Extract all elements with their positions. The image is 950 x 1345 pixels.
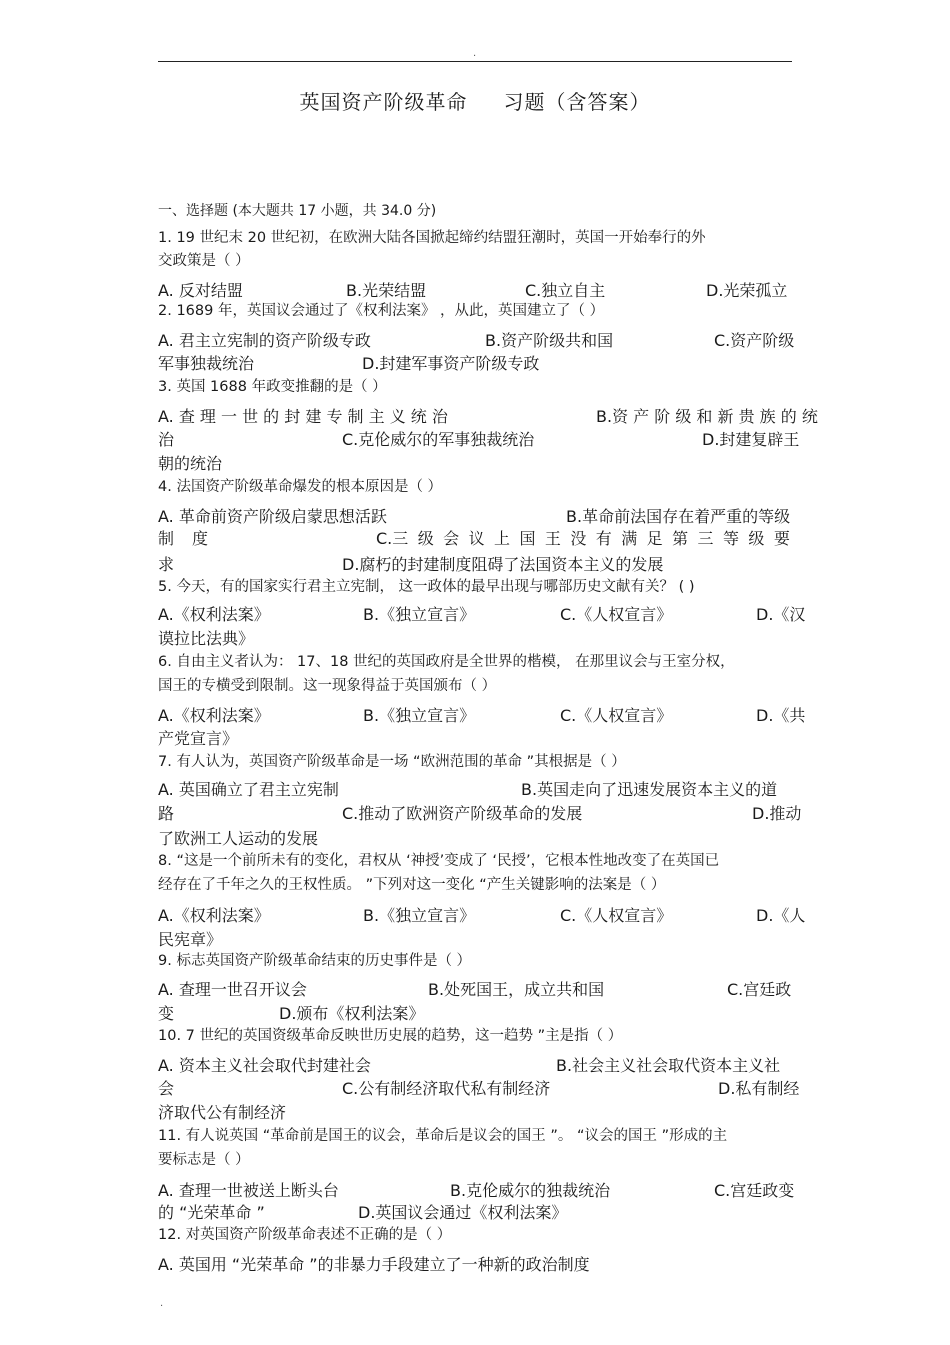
q4-option-c bbox=[376, 526, 790, 549]
q8-stem-line1: 8. “这是一个前所未有的变化，君权从 ‘神授’变成了 ‘民授’，它根本性地改变了在英国已 bbox=[158, 853, 720, 869]
q9-option-a: A. 查理一世召开议会 bbox=[158, 980, 307, 999]
q7-option-b: B.英国走向了迅速发展资本主义的道 bbox=[521, 780, 778, 799]
q5-option-d-continued: 谟拉比法典》 bbox=[158, 629, 255, 648]
q4-c-char: 没 bbox=[570, 529, 587, 548]
q4-c-char: 国 bbox=[519, 529, 536, 548]
q4-c-char: 上 bbox=[494, 529, 511, 548]
q2-option-c: C.资产阶级 bbox=[714, 331, 795, 350]
q4-cont-char: 制 bbox=[158, 529, 175, 548]
q4-option-b-continued bbox=[158, 526, 208, 549]
q4-c-char: 级 bbox=[748, 529, 765, 548]
q10-option-b: B.社会主义社会取代资本主义社 bbox=[556, 1056, 781, 1075]
q4-option-b: B.革命前法国存在着严重的等级 bbox=[566, 507, 791, 526]
q8-stem-line2: 经存在了千年之久的王权性质。 ”下列对这一变化 “产生关键影响的法案是（ ） bbox=[158, 877, 666, 893]
q4-c-char: 第 bbox=[672, 529, 689, 548]
q3-option-d: D.封建复辟王 bbox=[702, 430, 800, 449]
q3-option-b-continued: 治 bbox=[158, 430, 175, 449]
q1-option-c: C.独立自主 bbox=[525, 281, 606, 300]
section-heading: 一、选择题 (本大题共 17 小题，共 34.0 分) bbox=[158, 203, 437, 219]
q4-option-a: A. 革命前资产阶级启蒙思想活跃 bbox=[158, 507, 387, 526]
header-rule bbox=[158, 61, 792, 62]
q6-stem-line1: 6. 自由主义者认为： 17、18 世纪的英国政府是全世界的楷模， 在那里议会与王室分权， bbox=[158, 654, 735, 670]
q11-stem-line1: 11. 有人说英国 “革命前是国王的议会，革命后是议会的国王 ”。 “议会的国王 ”形成的主 bbox=[158, 1128, 728, 1144]
q7-option-b-continued: 路 bbox=[158, 804, 175, 823]
q1-option-d: D.光荣孤立 bbox=[706, 281, 788, 300]
q4-c-char: 等 bbox=[722, 529, 739, 548]
q5-option-d: D.《汉 bbox=[756, 605, 806, 624]
q4-c-char: C.三 bbox=[376, 529, 409, 548]
q9-option-d: D.颁布《权利法案》 bbox=[279, 1004, 425, 1023]
q3-option-c: C.克伦威尔的军事独裁统治 bbox=[342, 430, 535, 449]
page-title bbox=[158, 86, 792, 115]
q8-option-a: A.《权利法案》 bbox=[158, 906, 270, 925]
q3-option-b: B.资 产 阶 级 和 新 贵 族 的 统 bbox=[596, 407, 818, 426]
q4-c-char: 足 bbox=[646, 529, 663, 548]
q7-option-c: C.推动了欧洲资产阶级革命的发展 bbox=[342, 804, 583, 823]
q1-option-b: B.光荣结盟 bbox=[346, 281, 427, 300]
q6-option-d: D.《共 bbox=[756, 706, 806, 725]
q2-stem-line1: 2. 1689 年，英国议会通过了《权利法案》 ，从此，英国建立了（ ） bbox=[158, 303, 605, 319]
q2-option-b: B.资产阶级共和国 bbox=[485, 331, 614, 350]
title-part-2: 习题（含答案） bbox=[503, 90, 651, 114]
q4-option-c-continued: 求 bbox=[158, 555, 175, 574]
q7-option-d-continued: 了欧洲工人运动的发展 bbox=[158, 829, 319, 848]
q11-option-c: C.宫廷政变 bbox=[714, 1181, 795, 1200]
q3-stem-line1: 3. 英国 1688 年政变推翻的是（ ） bbox=[158, 379, 387, 395]
q4-stem-line1: 4. 法国资产阶级革命爆发的根本原因是（ ） bbox=[158, 479, 443, 495]
q5-option-b: B.《独立宣言》 bbox=[363, 605, 476, 624]
q4-c-char: 王 bbox=[544, 529, 561, 548]
q6-option-b: B.《独立宣言》 bbox=[363, 706, 476, 725]
q2-option-c-continued: 军事独裁统治 bbox=[158, 354, 255, 373]
q4-c-char: 会 bbox=[443, 529, 460, 548]
header-dot: . bbox=[473, 48, 477, 59]
q9-option-c-continued: 变 bbox=[158, 1004, 175, 1023]
q9-option-b: B.处死国王，成立共和国 bbox=[428, 980, 605, 999]
q6-stem-line2: 国王的专横受到限制。这一现象得益于英国颁布（ ） bbox=[158, 678, 497, 694]
q6-option-d-continued: 产党宣言》 bbox=[158, 729, 239, 748]
q4-c-char: 三 bbox=[697, 529, 714, 548]
q10-option-a: A. 资本主义社会取代封建社会 bbox=[158, 1056, 371, 1075]
q9-option-c: C.宫廷政 bbox=[727, 980, 792, 999]
q4-cont-char: 度 bbox=[191, 529, 208, 548]
q3-option-d-continued: 朝的统治 bbox=[158, 454, 223, 473]
q10-option-b-continued: 会 bbox=[158, 1079, 175, 1098]
q10-stem-line1: 10. 7 世纪的英国资级革命反映世历史展的趋势，这一趋势 ”主是指（ ） bbox=[158, 1028, 623, 1044]
q6-option-c: C.《人权宣言》 bbox=[560, 706, 673, 725]
q4-option-d: D.腐朽的封建制度阻碍了法国资本主义的发展 bbox=[342, 555, 664, 574]
footer-dot: . bbox=[160, 1298, 164, 1309]
q11-option-b: B.克伦威尔的独裁统治 bbox=[450, 1181, 611, 1200]
q8-option-d: D.《人 bbox=[756, 906, 806, 925]
q1-stem-line1: 1. 19 世纪末 20 世纪初，在欧洲大陆各国掀起缔约结盟狂潮时，英国一开始奉行的外 bbox=[158, 230, 706, 246]
q7-option-a: A. 英国确立了君主立宪制 bbox=[158, 780, 339, 799]
q1-stem-line2: 交政策是（ ） bbox=[158, 253, 250, 269]
q5-stem-line1: 5. 今天，有的国家实行君主立宪制， 这一政体的最早出现与哪部历史文献有关？ ( ) bbox=[158, 579, 695, 595]
q1-option-a: A. 反对结盟 bbox=[158, 281, 243, 300]
q4-c-char: 有 bbox=[595, 529, 612, 548]
q4-c-char: 满 bbox=[621, 529, 638, 548]
q3-option-a: A. 查 理 一 世 的 封 建 专 制 主 义 统 治 bbox=[158, 407, 448, 426]
q9-stem-line1: 9. 标志英国资产阶级革命结束的历史事件是（ ） bbox=[158, 953, 472, 969]
q12-stem-line1: 12. 对英国资产阶级革命表述不正确的是（ ） bbox=[158, 1227, 452, 1243]
q8-option-b: B.《独立宣言》 bbox=[363, 906, 476, 925]
q10-option-d-continued: 济取代公有制经济 bbox=[158, 1103, 287, 1122]
q12-option-a: A. 英国用 “光荣革命 ”的非暴力手段建立了一种新的政治制度 bbox=[158, 1255, 590, 1274]
q10-option-c: C.公有制经济取代私有制经济 bbox=[342, 1079, 551, 1098]
q5-option-c: C.《人权宣言》 bbox=[560, 605, 673, 624]
q6-option-a: A.《权利法案》 bbox=[158, 706, 270, 725]
q11-option-d: D.英国议会通过《权利法案》 bbox=[358, 1203, 568, 1222]
q8-option-c: C.《人权宣言》 bbox=[560, 906, 673, 925]
q11-option-a: A. 查理一世被送上断头台 bbox=[158, 1181, 339, 1200]
q4-c-char: 议 bbox=[468, 529, 485, 548]
q7-stem-line1: 7. 有人认为，英国资产阶级革命是一场 “欧洲范围的革命 ”其根据是（ ） bbox=[158, 754, 626, 770]
q4-c-char: 要 bbox=[773, 529, 790, 548]
q11-stem-line2: 要标志是（ ） bbox=[158, 1152, 250, 1168]
q5-option-a: A.《权利法案》 bbox=[158, 605, 270, 624]
q10-option-d: D.私有制经 bbox=[718, 1079, 800, 1098]
title-part-1: 英国资产阶级革命 bbox=[299, 90, 468, 114]
q4-c-char: 级 bbox=[417, 529, 434, 548]
q2-option-a: A. 君主立宪制的资产阶级专政 bbox=[158, 331, 371, 350]
q2-option-d: D.封建军事资产阶级专政 bbox=[362, 354, 540, 373]
q8-option-d-continued: 民宪章》 bbox=[158, 930, 223, 949]
q11-option-c-continued: 的 “光荣革命 ” bbox=[158, 1203, 265, 1222]
q7-option-d: D.推动 bbox=[752, 804, 802, 823]
